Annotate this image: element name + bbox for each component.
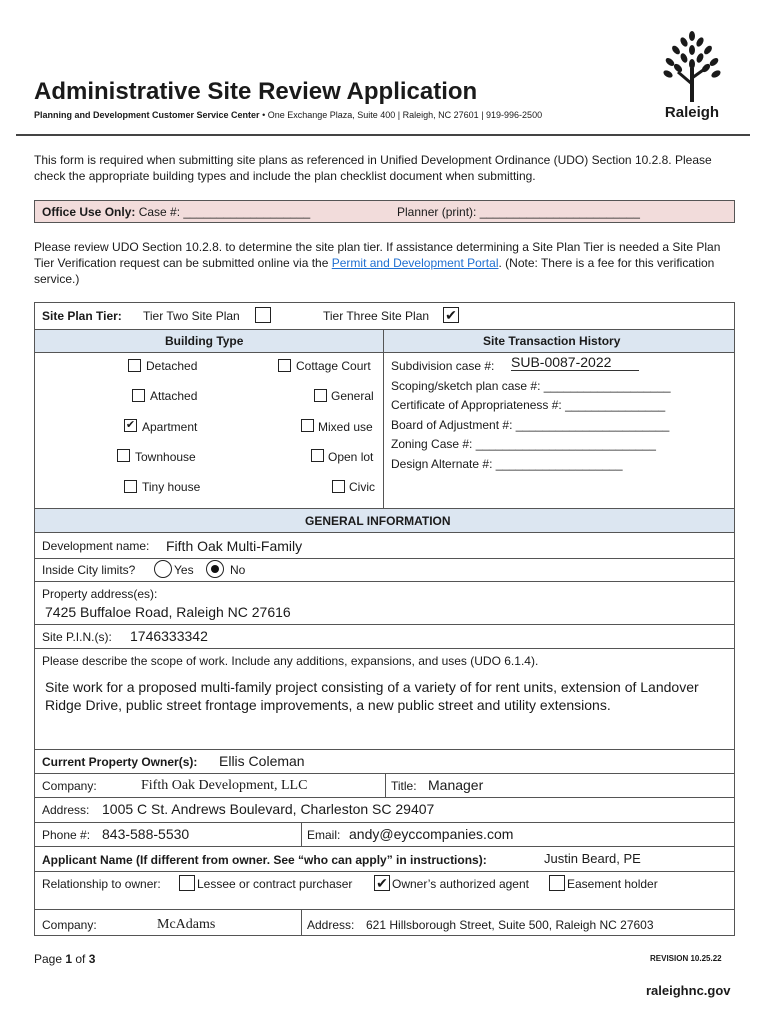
city-limits-label: Inside City limits? [42, 563, 136, 577]
city-limits-no-radio[interactable] [206, 560, 224, 578]
townhouse-checkbox[interactable] [117, 449, 130, 462]
applicant-company-label: Company: [42, 918, 97, 932]
relationship-label: Relationship to owner: [42, 877, 161, 891]
scope-of-work-field[interactable]: Site work for a proposed multi-family project consisting of a variety of for rent units, extension of Landover Ridge Drive, public street frontage improvements, a new public street and utility extensions. [45, 679, 699, 713]
building-type-heading: Building Type [165, 334, 244, 348]
site-url: raleighnc.gov [646, 983, 731, 998]
cottage-court-checkbox[interactable] [278, 359, 291, 372]
applicant-name-field[interactable]: Justin Beard, PE [544, 851, 641, 866]
owner-title-field[interactable]: Manager [428, 777, 484, 793]
scope-label: Please describe the scope of work. Include any additions, expansions, and uses (UDO 6.1.4). [42, 654, 539, 668]
property-address-field[interactable]: 7425 Buffaloe Road, Raleigh NC 27616 [45, 604, 291, 620]
revision-label: REVISION 10.25.22 [650, 954, 722, 963]
office-use-label: Office Use Only: [42, 205, 136, 219]
subtitle-address: • One Exchange Plaza, Suite 400 | Raleigh, NC 27601 | 919-996-2500 [259, 110, 543, 120]
design-alternate-field[interactable]: Design Alternate #: ___________________ [391, 457, 623, 471]
review-text [34, 239, 734, 287]
oak-tree-icon [654, 28, 730, 102]
office-case-field: Case #: ___________________ [135, 205, 311, 219]
tier-three-label: Tier Three Site Plan [323, 309, 430, 323]
tier-two-label: Tier Two Site Plan [143, 309, 240, 323]
general-checkbox[interactable] [314, 389, 327, 402]
office-planner-field: Planner (print): ________________________ [397, 205, 640, 219]
owner-phone-label: Phone #: [42, 828, 91, 842]
office-use-box [34, 200, 735, 223]
apartment-checkbox[interactable]: ✔ [125, 419, 136, 431]
board-of-adjustment-field[interactable]: Board of Adjustment #: _______________________ [391, 418, 670, 432]
owner-company-field[interactable]: Fifth Oak Development, LLC [141, 778, 308, 793]
tier-three-checkbox[interactable]: ✔ [443, 307, 459, 323]
permit-portal-link[interactable]: Permit and Development Portal [331, 256, 499, 270]
owner-phone-field[interactable]: 843-588-5530 [102, 826, 190, 842]
applicant-company-field[interactable]: McAdams [157, 917, 216, 932]
zoning-case-field[interactable]: Zoning Case #: ___________________________ [391, 437, 656, 451]
scoping-case-field[interactable]: Scoping/sketch plan case #: ___________________ [391, 379, 671, 393]
header-divider [16, 134, 750, 136]
subtitle-center: Planning and Development Customer Service Center [34, 110, 260, 120]
easement-holder-checkbox[interactable] [549, 875, 565, 891]
site-pin-field[interactable]: 1746333342 [130, 628, 208, 644]
of-word: of [72, 952, 89, 966]
detached-label: Detached [146, 359, 198, 373]
site-history-heading: Site Transaction History [483, 334, 621, 348]
tiny-house-label: Tiny house [142, 480, 201, 494]
mixed-use-checkbox[interactable] [301, 419, 314, 432]
townhouse-label: Townhouse [135, 450, 196, 464]
review-text-after: . (Note: There is a fee for this verification service.) [34, 256, 715, 286]
applicant-address-field[interactable]: 621 Hillsborough Street, Suite 500, Raleigh NC 27603 [366, 918, 654, 932]
development-name-field[interactable]: Fifth Oak Multi-Family [166, 538, 303, 554]
owner-email-label: Email: [307, 828, 341, 842]
open-lot-checkbox[interactable] [311, 449, 324, 462]
property-address-label: Property address(es): [42, 587, 158, 601]
attached-label: Attached [150, 389, 198, 403]
development-name-label: Development name: [42, 539, 150, 553]
civic-label: Civic [349, 480, 375, 494]
city-limits-yes-label: Yes [174, 563, 194, 577]
civic-checkbox[interactable] [332, 480, 345, 493]
detached-checkbox[interactable] [128, 359, 141, 372]
owner-title-label: Title: [391, 779, 417, 793]
page-current: 1 [65, 952, 73, 966]
open-lot-label: Open lot [328, 450, 374, 464]
lessee-label: Lessee or contract purchaser [197, 877, 353, 891]
intro-text: This form is required when submitting site plans as referenced in Unified Development Ordinance (UDO) Section 10.2.8. Please check the appropriate building types and include the plan checklist document when submitting. [34, 153, 712, 183]
page-number [34, 952, 95, 966]
mixed-use-label: Mixed use [318, 420, 373, 434]
general-label: General [331, 389, 374, 403]
application-form [34, 302, 735, 936]
site-plan-tier-label: Site Plan Tier: [42, 309, 122, 323]
page-title: Administrative Site Review Application [34, 78, 478, 105]
authorized-agent-checkbox[interactable]: ✔ [374, 875, 390, 891]
tiny-house-checkbox[interactable] [124, 480, 137, 493]
owner-address-label: Address: [42, 803, 90, 817]
review-text-before: Please review UDO Section 10.2.8. to determine the site plan tier. If assistance determining a Site Plan Tier is needed a Site Plan Tier Verification request can be submitted online via the [34, 240, 721, 270]
authorized-agent-label: Owner’s authorized agent [392, 877, 529, 891]
apartment-label: Apartment [142, 420, 198, 434]
city-limits-no-label: No [230, 563, 246, 577]
radio-selected-dot [211, 565, 219, 573]
owner-label: Current Property Owner(s): [42, 755, 198, 769]
coa-field[interactable]: Certificate of Appropriateness #: _______________ [391, 398, 666, 412]
page-word: Page [34, 952, 66, 966]
page-total: 3 [88, 952, 96, 966]
owner-name-field[interactable]: Ellis Coleman [219, 753, 305, 769]
tier-two-checkbox[interactable] [255, 307, 271, 323]
site-pin-label: Site P.I.N.(s): [42, 630, 112, 644]
raleigh-logo [654, 28, 730, 126]
easement-holder-label: Easement holder [567, 877, 658, 891]
city-limits-yes-radio[interactable] [154, 560, 172, 578]
page-subtitle [34, 110, 542, 120]
section-header-band [35, 329, 734, 352]
attached-checkbox[interactable] [132, 389, 145, 402]
owner-email-field[interactable]: andy@eyccompanies.com [349, 826, 514, 842]
logo-text: Raleigh [664, 104, 720, 121]
general-info-heading: GENERAL INFORMATION [305, 514, 451, 528]
cottage-court-label: Cottage Court [296, 359, 371, 373]
lessee-checkbox[interactable] [179, 875, 195, 891]
owner-company-label: Company: [42, 779, 97, 793]
owner-address-field[interactable]: 1005 C St. Andrews Boulevard, Charleston SC 29407 [102, 801, 435, 817]
applicant-label: Applicant Name (If different from owner. See “who can apply” in instructions): [42, 853, 487, 867]
subdivision-case-field[interactable]: SUB-0087-2022 [511, 354, 639, 371]
applicant-address-label: Address: [307, 918, 355, 932]
subdivision-case-label: Subdivision case #: [391, 359, 495, 373]
